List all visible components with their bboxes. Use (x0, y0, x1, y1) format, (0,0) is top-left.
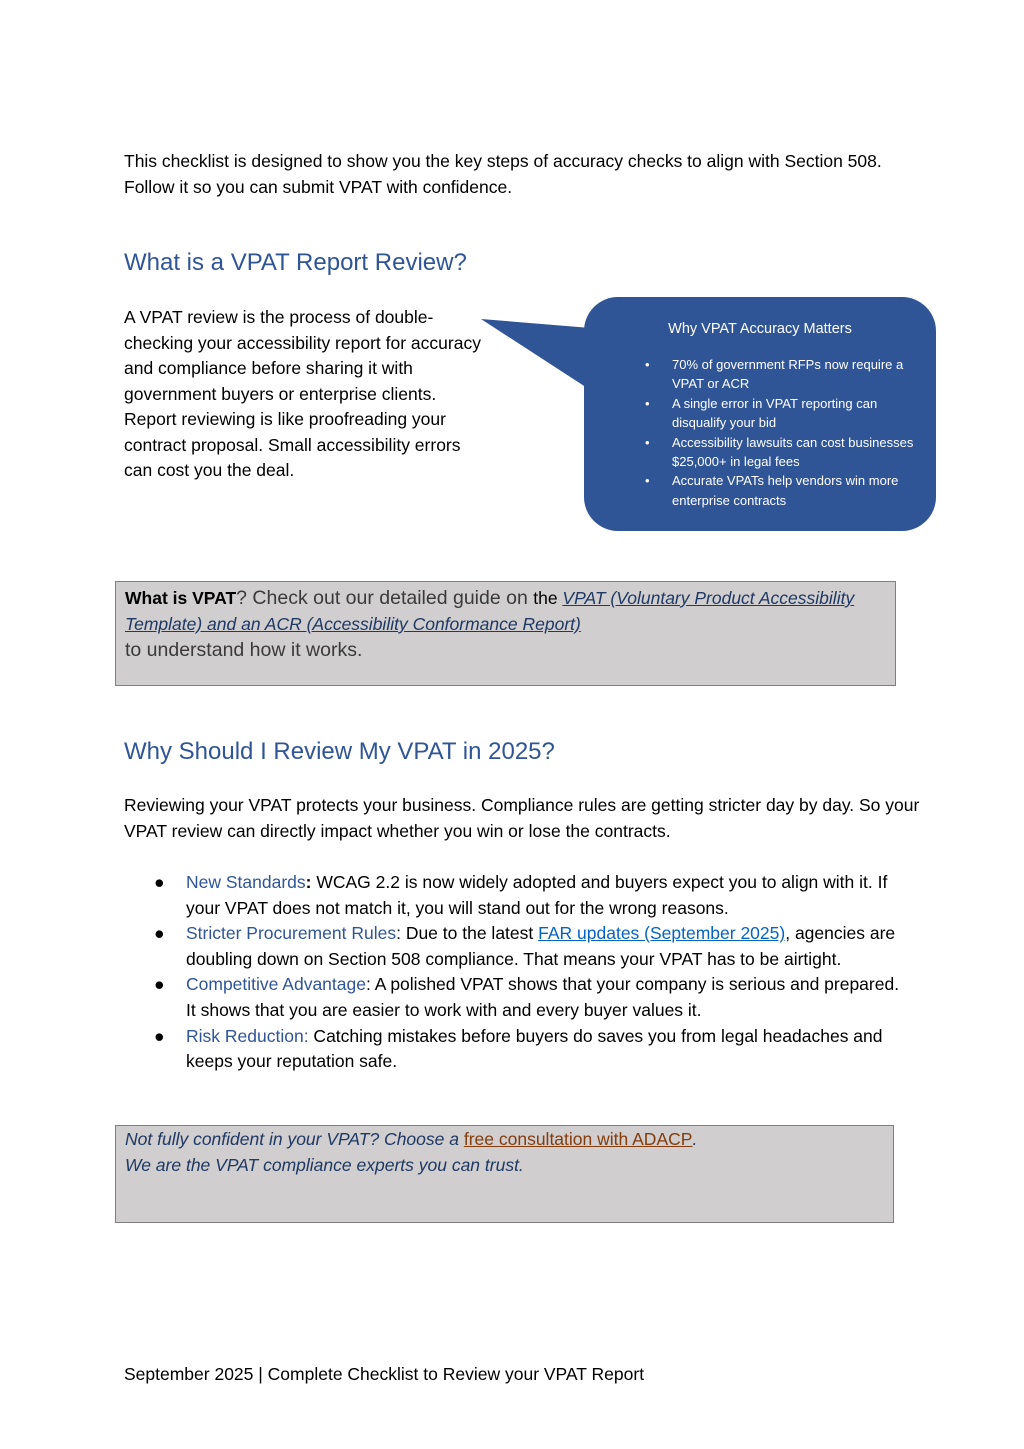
why-paragraph: Reviewing your VPAT protects your business. Compliance rules are getting stricter day by day. So your VPAT review can directly impact whether you win or lose the contracts. (124, 795, 920, 841)
vpat-guide-box (115, 581, 896, 686)
consultation-box: Not fully confident in your VPAT? Choose a free consultation with ADACP. We are the VPAT compliance experts you can trust. (115, 1125, 894, 1223)
callout-list (636, 355, 916, 510)
callout-list-item: • 70% of government RFPs now require a VPAT or ACR (645, 357, 904, 392)
consultation-link[interactable]: free consultation with ADACP (463, 1129, 693, 1149)
list-item: ● Risk Reduction: Catching mistakes before buyers do saves you from legal headaches and keeps your reputation safe. (154, 1025, 883, 1072)
callout-list-item: • Accurate VPATs help vendors win more enterprise contracts (645, 473, 899, 508)
callout-title: Why VPAT Accuracy Matters (668, 321, 852, 337)
review-paragraph: A VPAT review is the process of double-checking your accessibility report for accuracy and compliance before sharing it with government buyers or enterprise clients. Report reviewing is like proofreading your contract proposal. Small accessibility errors can cost you the deal. (124, 307, 481, 480)
box-bold-lead: What is VPAT (125, 588, 237, 608)
far-updates-link[interactable]: FAR updates (September 2025) (538, 923, 786, 944)
box-text: ? Check out our detailed guide on (236, 587, 534, 609)
accuracy-callout (584, 297, 936, 531)
callout-list-item: • A single error in VPAT reporting can disqualify your bid (645, 395, 878, 431)
vpat-guide-link[interactable]: VPAT (Voluntary Product Accessibility Template) and an ACR (Accessibility Conformance Report) (125, 588, 855, 634)
list-item: ● Competitive Advantage: A polished VPAT shows that your company is serious and prepared. It shows that you are easier to work with and every buyer values it. (154, 974, 900, 1020)
intro-paragraph: This checklist is designed to show you the key steps of accuracy checks to align with Section 508. Follow it so you can submit VPAT with confidence. (124, 151, 882, 197)
consultation-tagline: We are the VPAT compliance experts you can trust. (125, 1154, 524, 1175)
section-heading-what-is-review: What is a VPAT Report Review? (124, 249, 467, 276)
callout-list-item: • Accessibility lawsuits can cost businesses $25,000+ in legal fees (645, 434, 914, 470)
reasons-list (152, 870, 912, 1075)
box-text-the: the (533, 588, 563, 608)
page-footer: September 2025 | Complete Checklist to Review your VPAT Report (124, 1364, 645, 1384)
list-item: ● Stricter Procurement Rules: Due to the latest FAR updates (September 2025), agencies are doubling down on Section 508 compliance. That means your VPAT has to be airtight. (154, 923, 896, 969)
list-item: ● New Standards: WCAG 2.2 is now widely adopted and buyers expect you to align with it. If your VPAT does not match it, you will stand out for the wrong reasons. (154, 872, 888, 918)
section-heading-why-review: Why Should I Review My VPAT in 2025? (124, 738, 555, 765)
box-text-after: to understand how it works. (125, 639, 363, 661)
consultation-text: Not fully confident in your VPAT? Choose a (125, 1129, 464, 1149)
